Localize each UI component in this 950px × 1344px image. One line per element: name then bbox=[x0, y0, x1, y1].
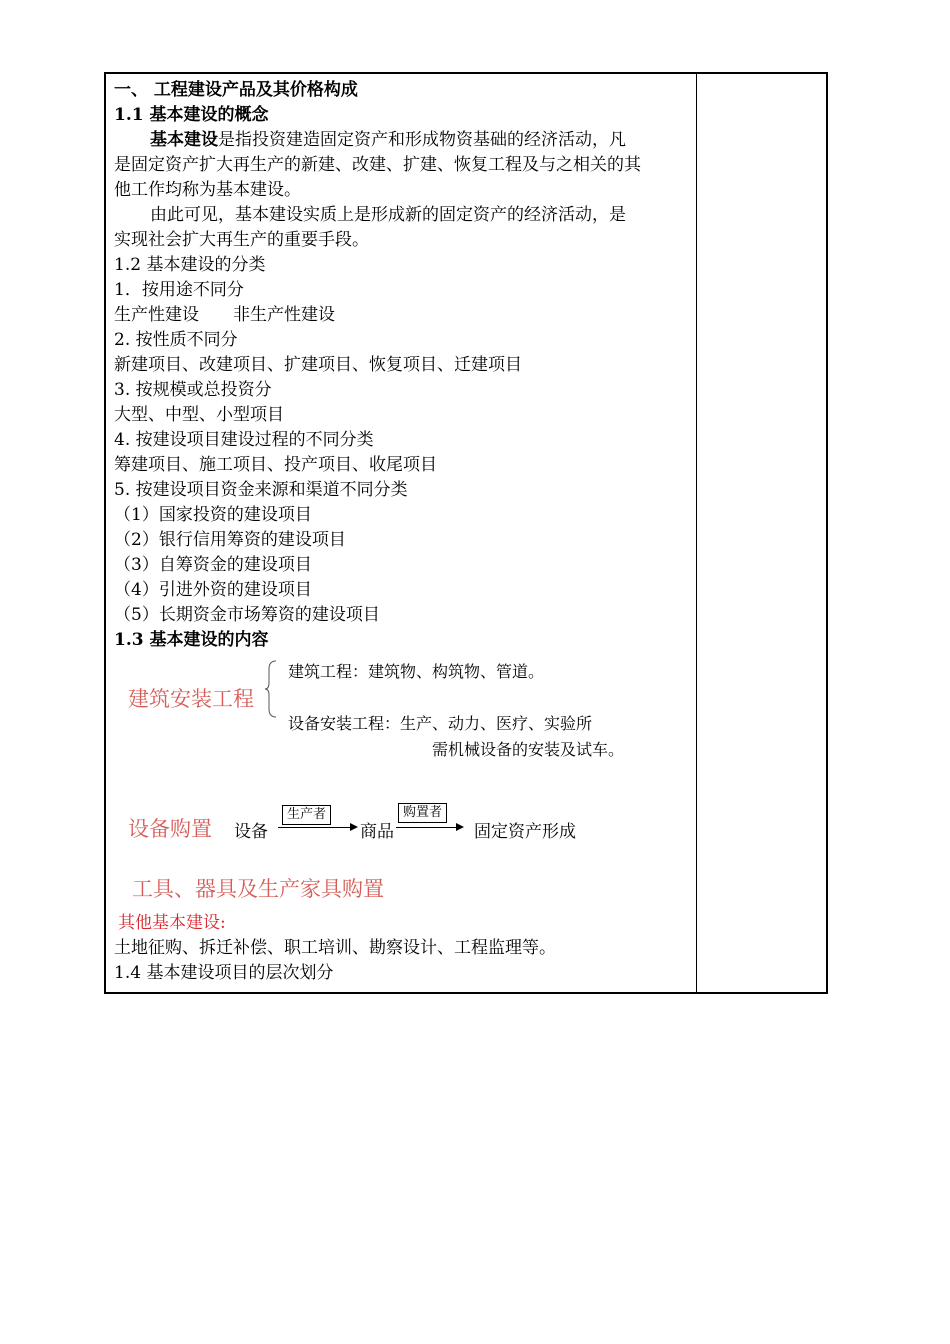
list-item: 新建项目、改建项目、扩建项目、恢复项目、迁建项目 bbox=[114, 355, 522, 375]
flow-goods: 商品 bbox=[360, 822, 394, 842]
list-item: （3）自筹资金的建设项目 bbox=[114, 555, 312, 575]
list-item: 3. 按规模或总投资分 bbox=[114, 380, 272, 400]
content-cell bbox=[114, 78, 692, 986]
list-item: 大型、中型、小型项目 bbox=[114, 405, 284, 425]
other-construction-heading: 其他基本建设: bbox=[118, 913, 226, 933]
section-title: 一、 工程建设产品及其价格构成 bbox=[114, 80, 358, 100]
term-basic-construction: 基本建设 bbox=[150, 130, 218, 150]
list-item: （2）银行信用筹资的建设项目 bbox=[114, 530, 346, 550]
list-item: 2. 按性质不同分 bbox=[114, 330, 238, 350]
brace-icon bbox=[264, 659, 278, 719]
item-building-works: 建筑工程：建筑物、构筑物、管道。 bbox=[288, 662, 545, 681]
label-construction-installation: 建筑安装工程 bbox=[128, 687, 254, 711]
paragraph-1-line-3: 他工作均称为基本建设。 bbox=[114, 180, 301, 200]
arrow-right-icon bbox=[350, 823, 358, 831]
column-divider bbox=[696, 74, 697, 992]
heading-1-2: 1.2 基本建设的分类 bbox=[114, 255, 266, 275]
heading-1-4: 1.4 基本建设项目的层次划分 bbox=[114, 963, 334, 983]
arrow-line bbox=[278, 827, 352, 828]
list-item: （5）长期资金市场筹资的建设项目 bbox=[114, 605, 380, 625]
item-equipment-installation-cont: 需机械设备的安装及试车。 bbox=[432, 740, 625, 759]
document-table bbox=[104, 72, 828, 994]
arrow-line bbox=[396, 827, 458, 828]
paragraph-2-line-2: 实现社会扩大再生产的重要手段。 bbox=[114, 230, 369, 250]
list-item: （1）国家投资的建设项目 bbox=[114, 505, 312, 525]
construction-content-diagram bbox=[114, 653, 692, 911]
heading-1-3: 1.3 基本建设的内容 bbox=[114, 630, 269, 650]
list-item: （4）引进外资的建设项目 bbox=[114, 580, 312, 600]
label-equipment-purchase: 设备购置 bbox=[128, 817, 212, 841]
paragraph-1-line-2: 是固定资产扩大再生产的新建、改建、扩建、恢复工程及与之相关的其 bbox=[114, 155, 641, 175]
list-item: 4. 按建设项目建设过程的不同分类 bbox=[114, 430, 374, 450]
list-item: 5. 按建设项目资金来源和渠道不同分类 bbox=[114, 480, 408, 500]
item-equipment-installation: 设备安装工程：生产、动力、医疗、实验所 bbox=[288, 714, 593, 733]
arrow-right-icon bbox=[456, 823, 464, 831]
list-item: 筹建项目、施工项目、投产项目、收尾项目 bbox=[114, 455, 437, 475]
paragraph-1-text-1: 是指投资建造固定资产和形成物资基础的经济活动，凡 bbox=[218, 130, 626, 150]
flow-fixed-asset: 固定资产形成 bbox=[474, 822, 576, 842]
flow-buyer-box: 购置者 bbox=[398, 803, 447, 823]
paragraph-2-line-1: 由此可见，基本建设实质上是形成新的固定资产的经济活动，是 bbox=[150, 205, 626, 225]
classification-list bbox=[114, 278, 692, 628]
flow-producer-box: 生产者 bbox=[282, 805, 331, 825]
list-item: 1．按用途不同分 bbox=[114, 280, 244, 300]
paragraph-1-line-1 bbox=[114, 128, 692, 153]
heading-1-1: 1.1 基本建设的概念 bbox=[114, 105, 269, 125]
list-item: 生产性建设 非生产性建设 bbox=[114, 305, 335, 325]
flow-equipment: 设备 bbox=[234, 822, 268, 842]
label-tools-purchase: 工具、器具及生产家具购置 bbox=[132, 877, 384, 901]
other-construction-text: 土地征购、拆迁补偿、职工培训、勘察设计、工程监理等。 bbox=[114, 938, 556, 958]
